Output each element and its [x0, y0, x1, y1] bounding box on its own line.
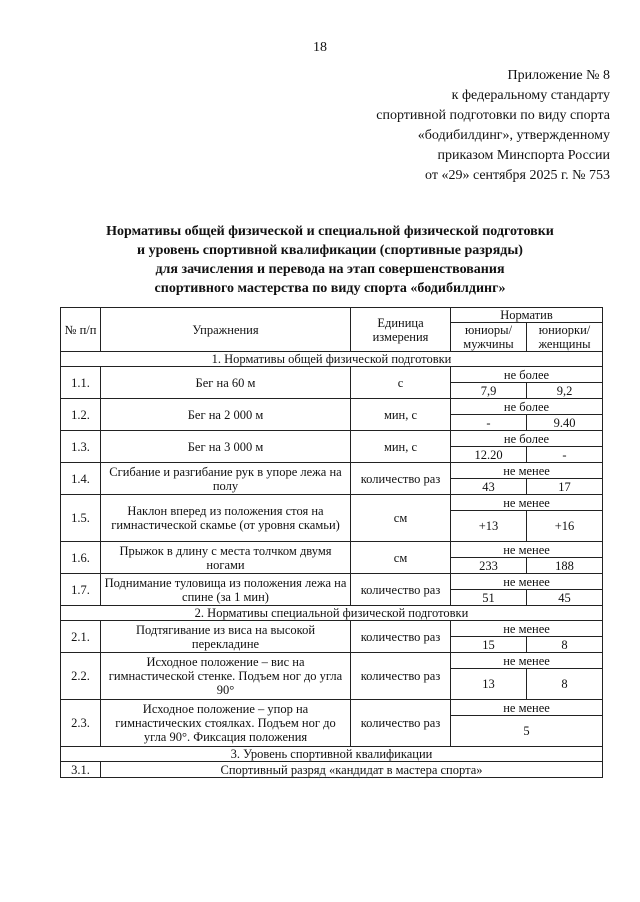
- title-line: и уровень спортивной квалификации (спортивные разряды): [137, 243, 523, 258]
- row-qualifier: не менее: [451, 700, 603, 716]
- row-exercise: Сгибание и разгибание рук в упоре лежа на полу: [101, 463, 351, 495]
- section-title: 2. Нормативы специальной физической подготовки: [61, 606, 603, 621]
- title-line: Нормативы общей физической и специальной физической подготовки: [106, 224, 554, 239]
- row-num: 1.5.: [61, 495, 101, 542]
- row-qualifier: не более: [451, 431, 603, 447]
- row-unit: количество раз: [351, 574, 451, 606]
- title-line: для зачисления и перевода на этап совершенствования: [155, 262, 505, 277]
- row-num: 2.1.: [61, 621, 101, 653]
- row-unit: количество раз: [351, 621, 451, 653]
- title-line: спортивного мастерства по виду спорта «бодибилдинг»: [154, 281, 506, 296]
- row-value-female: 188: [527, 558, 603, 574]
- row-unit: с: [351, 367, 451, 399]
- row-num: 1.3.: [61, 431, 101, 463]
- row-qualifier: не менее: [451, 542, 603, 558]
- row-num: 2.2.: [61, 653, 101, 700]
- row-qualifier: не менее: [451, 653, 603, 669]
- table-row: [61, 542, 603, 558]
- appendix-line: приказом Минспорта России: [437, 148, 610, 163]
- row-qualifier: не менее: [451, 495, 603, 511]
- table-row: [61, 495, 603, 511]
- row-exercise: Бег на 2 000 м: [101, 399, 351, 431]
- table-row: [61, 621, 603, 637]
- row-value-female: 45: [527, 590, 603, 606]
- row-exercise: Исходное положение – вис на гимнастической стенке. Подъем ног до угла 90°: [101, 653, 351, 700]
- row-unit: см: [351, 542, 451, 574]
- appendix-line: от «29» сентября 2025 г. № 753: [425, 168, 610, 183]
- row-exercise: Прыжок в длину с места толчком двумя ногами: [101, 542, 351, 574]
- row-unit: мин, с: [351, 431, 451, 463]
- table-row: [61, 399, 603, 415]
- row-qualifier: не более: [451, 399, 603, 415]
- header-female: юниорки/ женщины: [527, 323, 603, 352]
- row-exercise: Бег на 3 000 м: [101, 431, 351, 463]
- row-value-male: 15: [451, 637, 527, 653]
- row-value-male: -: [451, 415, 527, 431]
- header-male: юниоры/ мужчины: [451, 323, 527, 352]
- row-value-male: 43: [451, 479, 527, 495]
- row-value-female: 8: [527, 637, 603, 653]
- row-qualifier: не менее: [451, 463, 603, 479]
- header-unit: Единица измерения: [351, 308, 451, 352]
- row-qualifier: не менее: [451, 574, 603, 590]
- section-title: 3. Уровень спортивной квалификации: [61, 747, 603, 762]
- row-exercise: Подтягивание из виса на высокой перекладине: [101, 621, 351, 653]
- row-value-female: 9,2: [527, 383, 603, 399]
- row-exercise: Исходное положение – упор на гимнастических стоялках. Подъем ног до угла 90°. Фиксация положения: [101, 700, 351, 747]
- row-unit: см: [351, 495, 451, 542]
- appendix-line: «бодибилдинг», утвержденному: [417, 128, 610, 143]
- row-num: 1.1.: [61, 367, 101, 399]
- row-unit: мин, с: [351, 399, 451, 431]
- row-value-combined: 5: [451, 716, 603, 747]
- row-value-male: 233: [451, 558, 527, 574]
- row-num: 1.6.: [61, 542, 101, 574]
- header-norm: Норматив: [451, 308, 603, 323]
- appendix-line: к федеральному стандарту: [451, 88, 610, 103]
- row-exercise: Поднимание туловища из положения лежа на спине (за 1 мин): [101, 574, 351, 606]
- row-exercise: Бег на 60 м: [101, 367, 351, 399]
- row-value-male: 51: [451, 590, 527, 606]
- table-row: [61, 463, 603, 479]
- header-num: № п/п: [61, 308, 101, 352]
- document-title: [60, 222, 600, 298]
- table-row: [61, 574, 603, 590]
- section-title: 1. Нормативы общей физической подготовки: [61, 352, 603, 367]
- appendix-line: Приложение № 8: [507, 68, 610, 83]
- row-unit: количество раз: [351, 700, 451, 747]
- row-qualifier: не более: [451, 367, 603, 383]
- appendix-block: [330, 66, 610, 186]
- row-value-female: 17: [527, 479, 603, 495]
- row-num: 2.3.: [61, 700, 101, 747]
- header-exercise: Упражнения: [101, 308, 351, 352]
- row-num: 3.1.: [61, 762, 101, 778]
- row-value-male: 7,9: [451, 383, 527, 399]
- row-value-female: +16: [527, 511, 603, 542]
- row-exercise: Спортивный разряд «кандидат в мастера спорта»: [101, 762, 603, 778]
- table-row: [61, 367, 603, 383]
- row-num: 1.2.: [61, 399, 101, 431]
- row-value-female: -: [527, 447, 603, 463]
- row-value-female: 9.40: [527, 415, 603, 431]
- row-num: 1.7.: [61, 574, 101, 606]
- table-row: [61, 653, 603, 669]
- page-number: 18: [313, 40, 327, 55]
- row-unit: количество раз: [351, 653, 451, 700]
- table-row: [61, 431, 603, 447]
- row-exercise: Наклон вперед из положения стоя на гимнастической скамье (от уровня скамьи): [101, 495, 351, 542]
- row-unit: количество раз: [351, 463, 451, 495]
- row-qualifier: не менее: [451, 621, 603, 637]
- row-value-female: 8: [527, 669, 603, 700]
- norms-table: [60, 307, 603, 778]
- row-value-male: 13: [451, 669, 527, 700]
- row-value-male: +13: [451, 511, 527, 542]
- row-value-male: 12.20: [451, 447, 527, 463]
- table-row: [61, 700, 603, 716]
- row-num: 1.4.: [61, 463, 101, 495]
- appendix-line: спортивной подготовки по виду спорта: [376, 108, 610, 123]
